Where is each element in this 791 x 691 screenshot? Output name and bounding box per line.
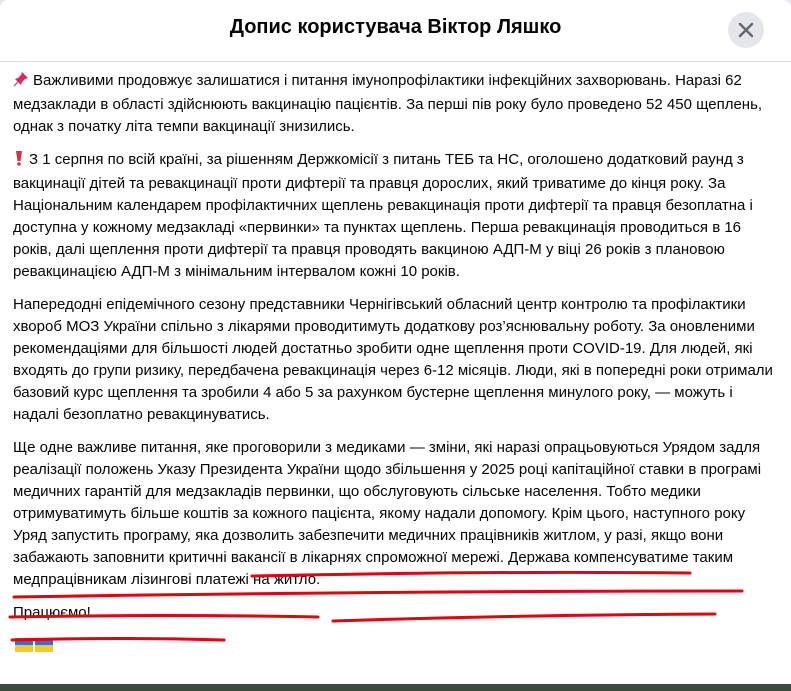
post-paragraph-2 — [13, 149, 773, 283]
red-exclamation-icon — [13, 150, 25, 173]
background-image-strip — [0, 684, 791, 691]
highlighted-text: наступного року Уряд запустить програму, яка дозволить забезпечити медичних працівників житлом, у разі, якщо вони забажають заповнити критичні вакансії в лікарнях спроможної мережі. Держава компенсуватиме таким медпрацівникам лізингові платежі на житло. — [13, 505, 746, 588]
dialog-header — [0, 0, 791, 62]
paragraph-5-text: Працюємо! — [13, 604, 91, 621]
close-button[interactable] — [728, 12, 764, 48]
dialog-title: Допис користувача Віктор Ляшко — [229, 16, 562, 38]
pushpin-icon — [13, 71, 29, 94]
ukraine-flag-icon — [15, 638, 33, 652]
ukraine-flag-icon — [35, 638, 53, 652]
post-paragraph-5 — [13, 602, 773, 624]
post-paragraph-4 — [13, 437, 773, 591]
ukraine-flag-icon — [97, 605, 115, 619]
post-paragraph-1 — [13, 70, 773, 138]
paragraph-1-text: Важливими продовжує залишатися і питання імунопрофілактики інфекційних захворювань. Наразі 62 медзаклади в області здійснюють вакцинацію пацієнтів. За перші пів року було проведено 52 450 щеплень, однак з початку літа темпи вакцинації знизились. — [13, 72, 763, 135]
paragraph-4-text: Ще одне важливе питання, яке проговорили з медиками — зміни, які наразі опрацьовуються Урядом задля реалізації положень Указу Президента України щодо збільшення у 2025 році капітаційної ставки в програмі медичних гарантій для медзакладів первинки, що обслуговують сільське населення. Тобто медики отримуватимуть більше коштів за кожного пацієнта, якому надали допомогу. Крім цього, — [13, 439, 762, 522]
paragraph-2-text: З 1 серпня по всій країні, за рішенням Держкомісії з питань ТЕБ та НС, оголошено додатковий раунд з вакцинації дітей та ревакцинації проти дифтерії та правця дорослих, який триватиме до кінця року. За Національним календарем профілактичних щеплень ревакцинація проти дифтерії та правця безоплатна і доступна у кожному медзакладі «первинки» та пунктах щеплень. Перша ревакцинація проводиться в 16 років, далі щеплення проти дифтерії та правця проводять вакциною АДП-М у віці 26 років з плановою ревакцинацією АДП-М з мінімальним інтервалом кожні 10 років. — [13, 151, 753, 280]
post-body — [13, 70, 773, 668]
post-paragraph-3: Напередодні епідемічного сезону представники Чернігівський обласний центр контролю та профілактики хвороб МОЗ України спільно з лікарями проводитимуть додаткову роз’яснювальну роботу. За оновленими рекомендаціями для більшості людей достатньо зробити одне щеплення проти COVID-19. Для людей, які входять до групи ризику, передбачена ревакцинація через 6-12 місяців. Люди, які в попередні роки отримали базовий курс щеплення та зробили 4 або 5 за рахунком бустерне щеплення минулого року, — можуть і надалі безоплатно ревакцинуватись. — [13, 296, 773, 423]
close-icon — [738, 22, 754, 38]
